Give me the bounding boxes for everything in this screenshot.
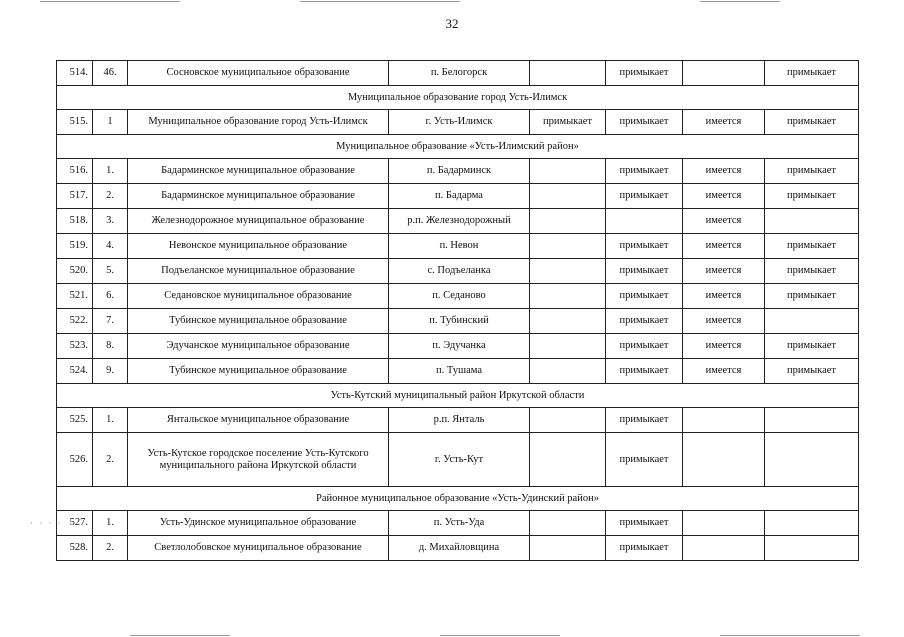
table-row [57, 408, 859, 433]
status-col-2-cell: примыкает [606, 284, 683, 309]
status-col-1-cell [530, 61, 606, 86]
status-col-1-cell [530, 334, 606, 359]
row-number-cell: 523. [57, 334, 93, 359]
status-col-1-cell [530, 433, 606, 487]
section-header-row [57, 86, 859, 110]
status-col-4-cell: примыкает [765, 159, 859, 184]
scan-edge-bottom-mid [440, 635, 560, 636]
status-col-2-cell: примыкает [606, 234, 683, 259]
scan-edge-bottom-left [130, 635, 230, 636]
status-col-1-cell [530, 209, 606, 234]
settlement-cell: п. Эдучанка [389, 334, 530, 359]
section-title: Усть-Кутский муниципальный район Иркутской области [57, 384, 859, 408]
status-col-1-cell [530, 408, 606, 433]
settlement-cell: г. Усть-Илимск [389, 110, 530, 135]
local-index-cell: 6. [93, 284, 128, 309]
municipality-name-cell: Бадарминское муниципальное образование [128, 184, 389, 209]
status-col-2-cell: примыкает [606, 511, 683, 536]
table-row [57, 284, 859, 309]
row-number-cell: 526. [57, 433, 93, 487]
municipality-name-cell: Тубинское муниципальное образование [128, 309, 389, 334]
status-col-1-cell [530, 234, 606, 259]
local-index-cell: 1. [93, 408, 128, 433]
settlement-cell: п. Невон [389, 234, 530, 259]
status-col-2-cell: примыкает [606, 259, 683, 284]
section-title: Муниципальное образование «Усть-Илимский район» [57, 135, 859, 159]
status-col-4-cell [765, 536, 859, 561]
status-col-1-cell [530, 259, 606, 284]
settlement-cell: д. Михайловщина [389, 536, 530, 561]
status-col-3-cell [683, 511, 765, 536]
status-col-2-cell: примыкает [606, 61, 683, 86]
status-col-3-cell [683, 536, 765, 561]
municipality-name-cell: Тубинское муниципальное образование [128, 359, 389, 384]
status-col-2-cell: примыкает [606, 309, 683, 334]
margin-mark: · · · · [30, 518, 63, 528]
municipality-name-cell: Янтальское муниципальное образование [128, 408, 389, 433]
table-row [57, 159, 859, 184]
row-number-cell: 516. [57, 159, 93, 184]
status-col-4-cell [765, 511, 859, 536]
status-col-2-cell: примыкает [606, 184, 683, 209]
table-row [57, 234, 859, 259]
settlement-cell: п. Белогорск [389, 61, 530, 86]
status-col-3-cell: имеется [683, 359, 765, 384]
section-title: Районное муниципальное образование «Усть-Удинский район» [57, 487, 859, 511]
row-number-cell: 520. [57, 259, 93, 284]
status-col-4-cell: примыкает [765, 284, 859, 309]
settlement-cell: п. Бадарма [389, 184, 530, 209]
settlement-cell: с. Подъеланка [389, 259, 530, 284]
table-row [57, 259, 859, 284]
table-row [57, 209, 859, 234]
status-col-3-cell [683, 408, 765, 433]
row-number-cell: 524. [57, 359, 93, 384]
table-row [57, 536, 859, 561]
municipality-name-cell: Усть-Кутское городское поселение Усть-Кутского муниципального района Иркутской области [128, 433, 389, 487]
scan-edge-top-right [700, 1, 780, 2]
status-col-2-cell: примыкает [606, 359, 683, 384]
status-col-4-cell: примыкает [765, 110, 859, 135]
local-index-cell: 5. [93, 259, 128, 284]
table-row [57, 359, 859, 384]
settlement-cell: р.п. Железнодорожный [389, 209, 530, 234]
municipality-name-cell: Муниципальное образование город Усть-Илимск [128, 110, 389, 135]
scan-edge-bottom-right [720, 635, 860, 636]
status-col-2-cell: примыкает [606, 433, 683, 487]
status-col-1-cell [530, 309, 606, 334]
status-col-4-cell: примыкает [765, 234, 859, 259]
status-col-2-cell: примыкает [606, 536, 683, 561]
municipality-name-cell: Подъеланское муниципальное образование [128, 259, 389, 284]
status-col-4-cell [765, 408, 859, 433]
status-col-4-cell [765, 433, 859, 487]
municipality-name-cell: Сосновское муниципальное образование [128, 61, 389, 86]
local-index-cell: 46. [93, 61, 128, 86]
settlement-cell: п. Усть-Уда [389, 511, 530, 536]
status-col-3-cell: имеется [683, 159, 765, 184]
municipality-name-cell: Седановское муниципальное образование [128, 284, 389, 309]
table-row [57, 110, 859, 135]
status-col-4-cell: примыкает [765, 334, 859, 359]
status-col-1-cell [530, 284, 606, 309]
local-index-cell: 1. [93, 159, 128, 184]
municipality-name-cell: Железнодорожное муниципальное образование [128, 209, 389, 234]
section-header-row [57, 487, 859, 511]
status-col-3-cell [683, 433, 765, 487]
status-col-3-cell: имеется [683, 234, 765, 259]
municipality-name-cell: Эдучанское муниципальное образование [128, 334, 389, 359]
status-col-2-cell: примыкает [606, 110, 683, 135]
page-number: 32 [445, 16, 459, 31]
status-col-2-cell: примыкает [606, 159, 683, 184]
row-number-cell: 525. [57, 408, 93, 433]
settlement-cell: п. Седаново [389, 284, 530, 309]
status-col-3-cell: имеется [683, 259, 765, 284]
local-index-cell: 9. [93, 359, 128, 384]
section-title: Муниципальное образование город Усть-Илимск [57, 86, 859, 110]
status-col-1-cell [530, 184, 606, 209]
settlement-cell: п. Тушама [389, 359, 530, 384]
table-row [57, 184, 859, 209]
status-col-1-cell: примыкает [530, 110, 606, 135]
local-index-cell: 2. [93, 536, 128, 561]
row-number-cell: 514. [57, 61, 93, 86]
local-index-cell: 8. [93, 334, 128, 359]
row-number-cell: 515. [57, 110, 93, 135]
row-number-cell: 519. [57, 234, 93, 259]
settlement-cell: г. Усть-Кут [389, 433, 530, 487]
section-header-row [57, 135, 859, 159]
settlement-cell: п. Тубинский [389, 309, 530, 334]
row-number-cell: 517. [57, 184, 93, 209]
status-col-3-cell: имеется [683, 209, 765, 234]
local-index-cell: 3. [93, 209, 128, 234]
row-number-cell: 521. [57, 284, 93, 309]
row-number-cell: 522. [57, 309, 93, 334]
local-index-cell: 1 [93, 110, 128, 135]
settlement-cell: р.п. Янталь [389, 408, 530, 433]
row-number-cell: 527. [57, 511, 93, 536]
status-col-1-cell [530, 536, 606, 561]
table-row [57, 334, 859, 359]
local-index-cell: 7. [93, 309, 128, 334]
local-index-cell: 2. [93, 433, 128, 487]
scan-edge-top-left [40, 1, 180, 2]
table-body [57, 61, 859, 561]
status-col-3-cell: имеется [683, 284, 765, 309]
local-index-cell: 4. [93, 234, 128, 259]
local-index-cell: 2. [93, 184, 128, 209]
status-col-4-cell [765, 309, 859, 334]
status-col-1-cell [530, 511, 606, 536]
settlement-cell: п. Бадарминск [389, 159, 530, 184]
municipality-name-cell: Светлолобовское муниципальное образование [128, 536, 389, 561]
municipality-name-cell: Усть-Удинское муниципальное образование [128, 511, 389, 536]
status-col-2-cell: примыкает [606, 408, 683, 433]
status-col-3-cell: имеется [683, 184, 765, 209]
row-number-cell: 518. [57, 209, 93, 234]
status-col-1-cell [530, 159, 606, 184]
table-row [57, 61, 859, 86]
section-header-row [57, 384, 859, 408]
status-col-4-cell: примыкает [765, 359, 859, 384]
status-col-4-cell: примыкает [765, 259, 859, 284]
row-number-cell: 528. [57, 536, 93, 561]
status-col-3-cell [683, 61, 765, 86]
status-col-4-cell: примыкает [765, 184, 859, 209]
status-col-3-cell: имеется [683, 334, 765, 359]
status-col-4-cell [765, 209, 859, 234]
status-col-2-cell [606, 209, 683, 234]
table-row [57, 309, 859, 334]
table-row [57, 433, 859, 487]
status-col-3-cell: имеется [683, 309, 765, 334]
table-row [57, 511, 859, 536]
status-col-1-cell [530, 359, 606, 384]
settlements-table [56, 60, 859, 561]
local-index-cell: 1. [93, 511, 128, 536]
scan-edge-top-mid [300, 1, 460, 2]
municipality-name-cell: Бадарминское муниципальное образование [128, 159, 389, 184]
status-col-3-cell: имеется [683, 110, 765, 135]
status-col-4-cell: примыкает [765, 61, 859, 86]
municipality-name-cell: Невонское муниципальное образование [128, 234, 389, 259]
status-col-2-cell: примыкает [606, 334, 683, 359]
